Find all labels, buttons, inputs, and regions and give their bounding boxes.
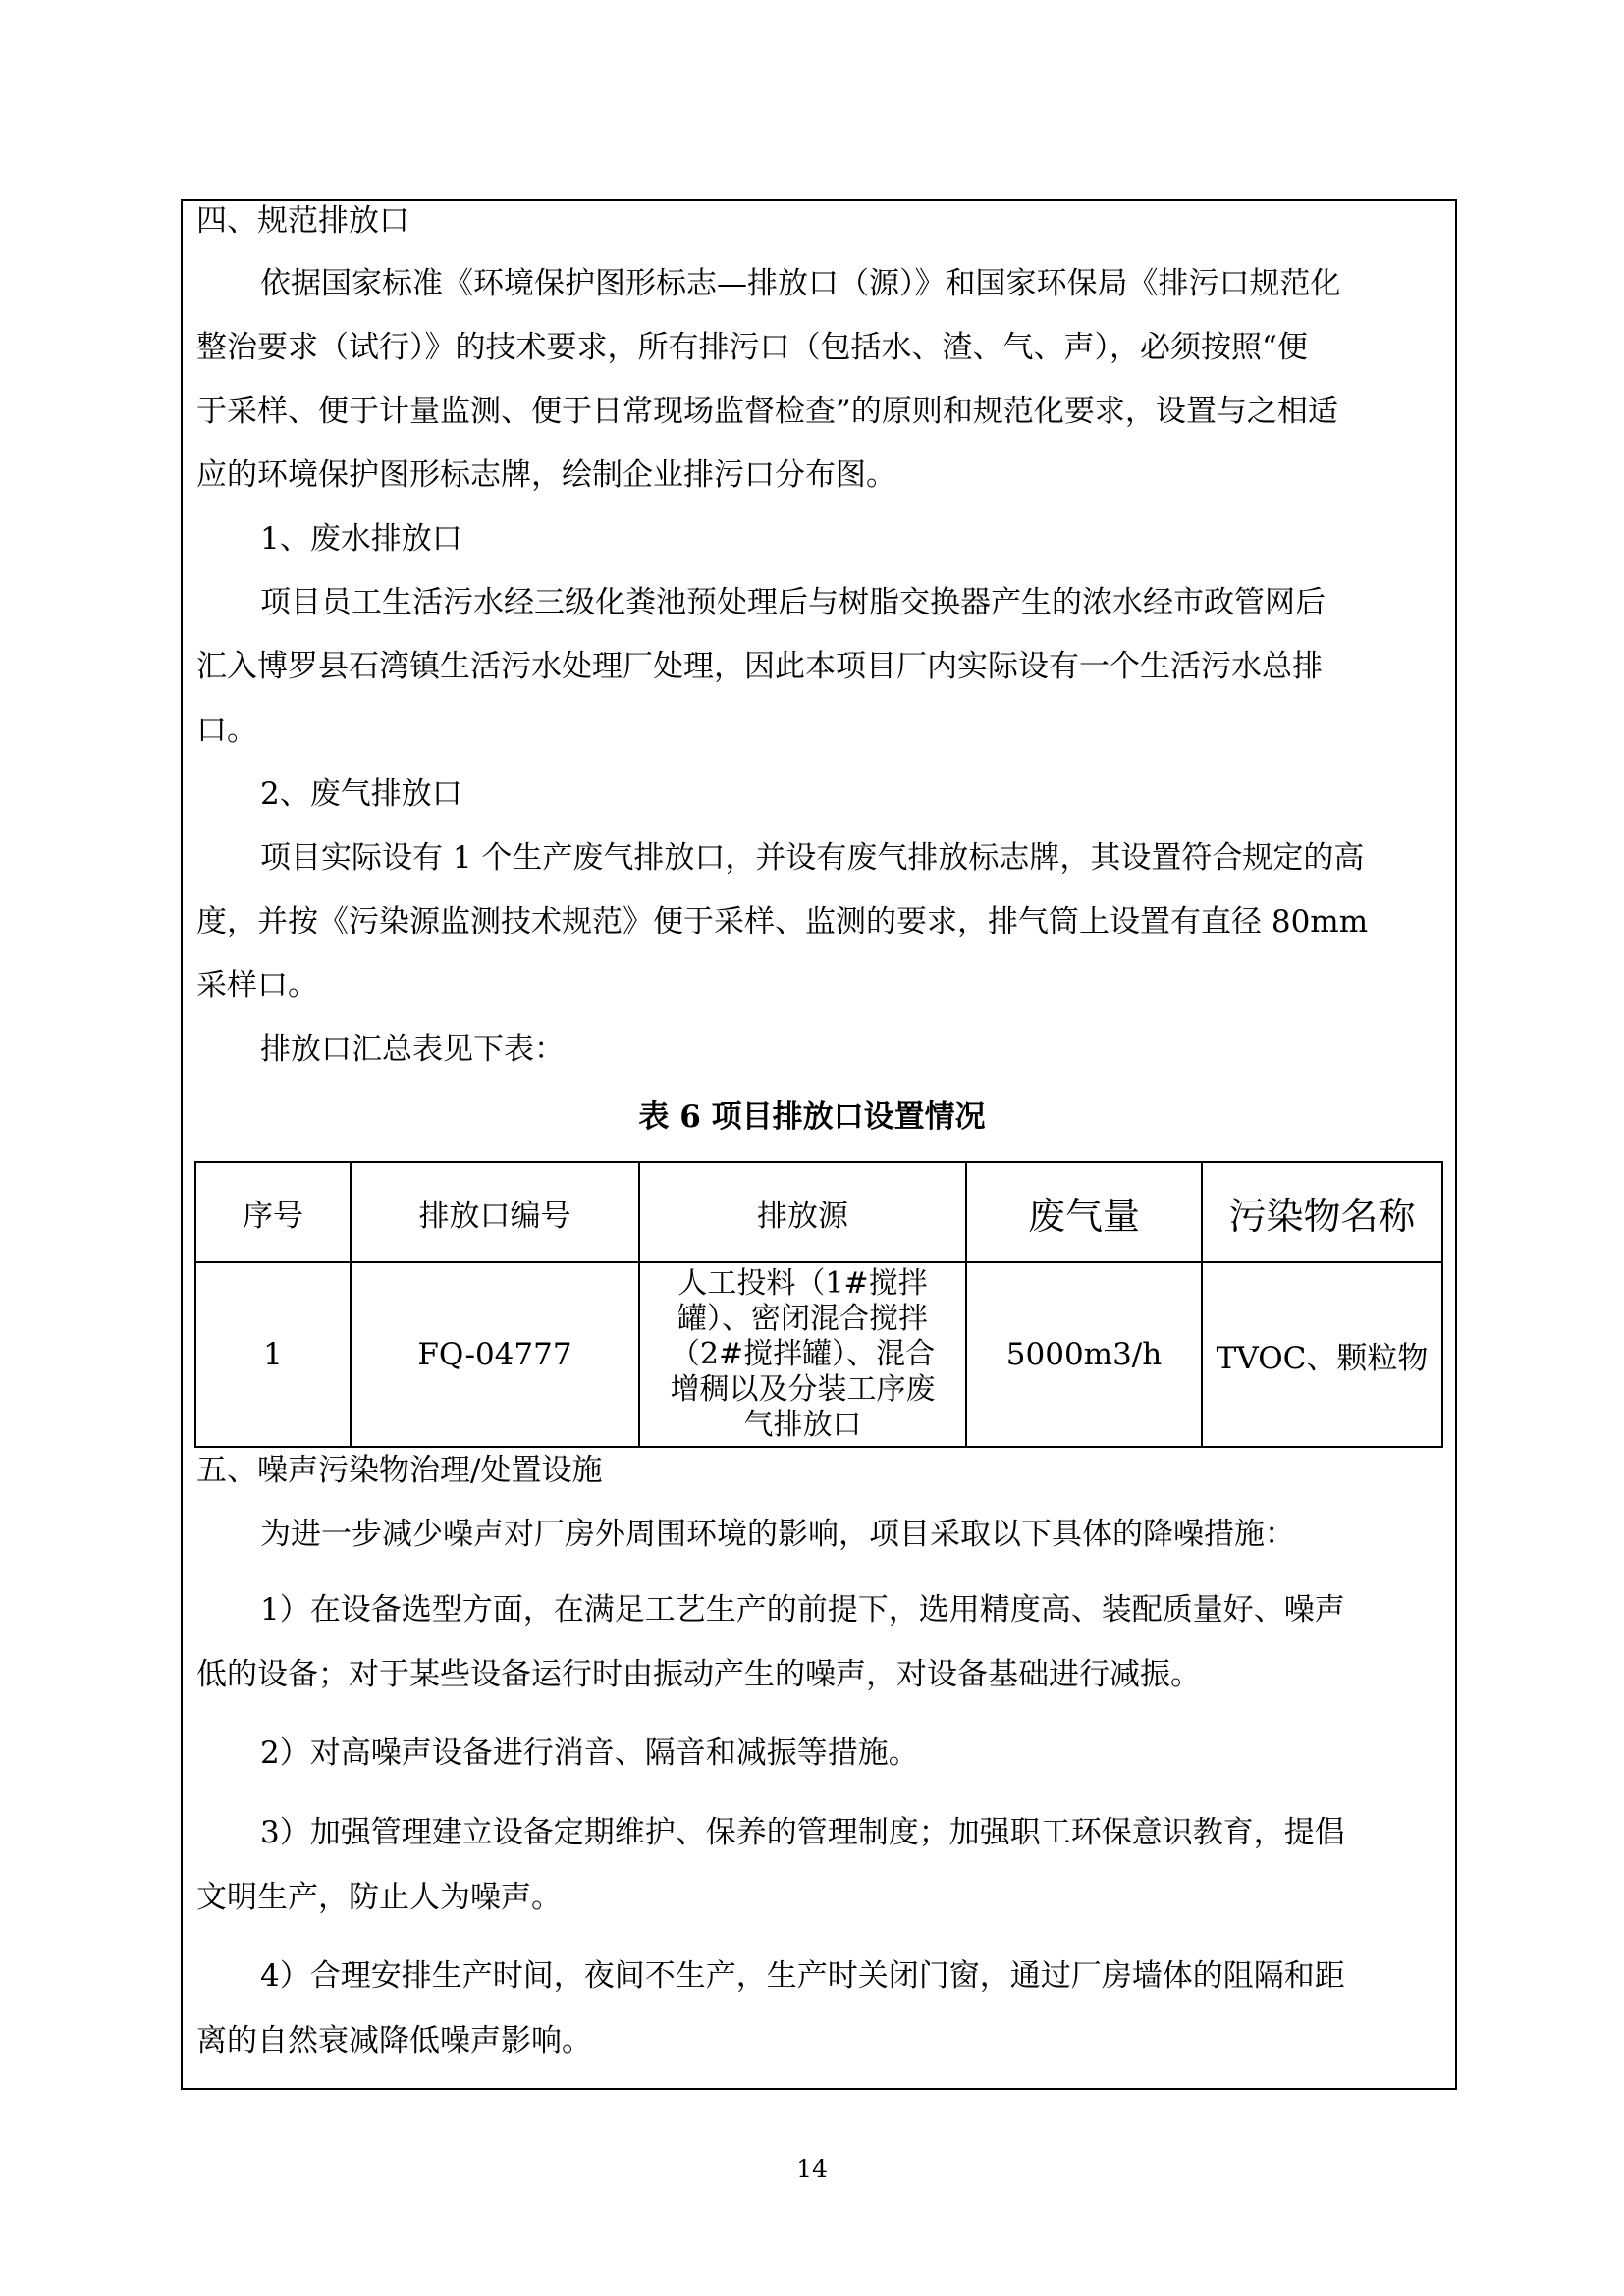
section4-paragraph-line: 依据国家标准《环境保护图形标志—排放口（源）》和国家环保局《排污口规范化 bbox=[260, 266, 1341, 301]
section5-heading: 五、噪声污染物治理/处置设施 bbox=[196, 1453, 603, 1488]
exhaust-paragraph-line: 采样口。 bbox=[196, 968, 318, 1003]
measure-4-line: 离的自然衰减降低噪声影响。 bbox=[196, 2023, 592, 2058]
header-no: 序号 bbox=[195, 1162, 351, 1262]
table-caption: 表 6 项目排放口设置情况 bbox=[638, 1099, 986, 1135]
measure-4-line: 4）合理安排生产时间，夜间不生产，生产时关闭门窗，通过厂房墙体的阻隔和距 bbox=[260, 1958, 1345, 1994]
cell-source-line: 增稠以及分装工序废 bbox=[670, 1372, 936, 1407]
header-source: 排放源 bbox=[639, 1162, 966, 1262]
page-number: 14 bbox=[796, 2155, 828, 2183]
measure-1-line: 低的设备；对于某些设备运行时由振动产生的噪声，对设备基础进行减振。 bbox=[196, 1657, 1201, 1692]
measure-3-line: 3）加强管理建立设备定期维护、保养的管理制度；加强职工环保意识教育，提倡 bbox=[260, 1815, 1345, 1850]
header-outlet-code: 排放口编号 bbox=[351, 1162, 639, 1262]
section5-intro: 为进一步减少噪声对厂房外周围环境的影响，项目采取以下具体的降噪措施： bbox=[260, 1517, 1295, 1552]
exhaust-paragraph-line: 项目实际设有 1 个生产废气排放口，并设有废气排放标志牌，其设置符合规定的高 bbox=[260, 840, 1365, 876]
measure-2: 2）对高噪声设备进行消音、隔音和减振等措施。 bbox=[260, 1735, 919, 1771]
cell-pollutant: TVOC、颗粒物 bbox=[1202, 1262, 1442, 1447]
table-header-row bbox=[195, 1162, 1442, 1262]
cell-no: 1 bbox=[195, 1262, 351, 1447]
section4-paragraph-line: 于采样、便于计量监测、便于日常现场监督检查”的原则和规范化要求，设置与之相适 bbox=[196, 394, 1338, 429]
exhaust-paragraph-line: 度，并按《污染源监测技术规范》便于采样、监测的要求，排气筒上设置有直径 80mm bbox=[196, 904, 1369, 939]
wastewater-paragraph-line: 项目员工生活污水经三级化粪池预处理后与树脂交换器产生的浓水经市政管网后 bbox=[260, 585, 1326, 620]
cell-source-line: 人工投料（1#搅拌 bbox=[677, 1266, 928, 1301]
section4-heading: 四、规范排放口 bbox=[196, 203, 409, 239]
table-row bbox=[195, 1262, 1442, 1447]
header-pollutant: 污染物名称 bbox=[1202, 1162, 1442, 1262]
section4-paragraph-line: 整治要求（试行）》的技术要求，所有排污口（包括水、渣、气、声），必须按照“便 bbox=[196, 330, 1308, 365]
section4-paragraph-line: 应的环境保护图形标志牌，绘制企业排污口分布图。 bbox=[196, 457, 896, 493]
measure-1-line: 1）在设备选型方面，在满足工艺生产的前提下，选用精度高、装配质量好、噪声 bbox=[260, 1592, 1345, 1628]
cell-gas-volume: 5000m3/h bbox=[966, 1262, 1202, 1447]
wastewater-paragraph-line: 汇入博罗县石湾镇生活污水处理厂处理，因此本项目厂内实际设有一个生活污水总排 bbox=[196, 649, 1323, 684]
outlet-table bbox=[194, 1161, 1443, 1448]
measure-3-line: 文明生产，防止人为噪声。 bbox=[196, 1880, 562, 1915]
wastewater-outlet-title: 1、废水排放口 bbox=[260, 521, 462, 557]
exhaust-outlet-title: 2、废气排放口 bbox=[260, 776, 462, 812]
table-intro: 排放口汇总表见下表： bbox=[260, 1032, 565, 1067]
cell-outlet-code: FQ-04777 bbox=[351, 1262, 639, 1447]
header-gas-volume: 废气量 bbox=[966, 1162, 1202, 1262]
cell-source bbox=[639, 1262, 966, 1447]
cell-source-line: 罐）、密闭混合搅拌 bbox=[677, 1302, 928, 1336]
cell-source-line: 气排放口 bbox=[743, 1408, 862, 1442]
wastewater-paragraph-line: 口。 bbox=[196, 713, 257, 748]
cell-source-line: （2#搅拌罐）、混合 bbox=[670, 1337, 936, 1371]
